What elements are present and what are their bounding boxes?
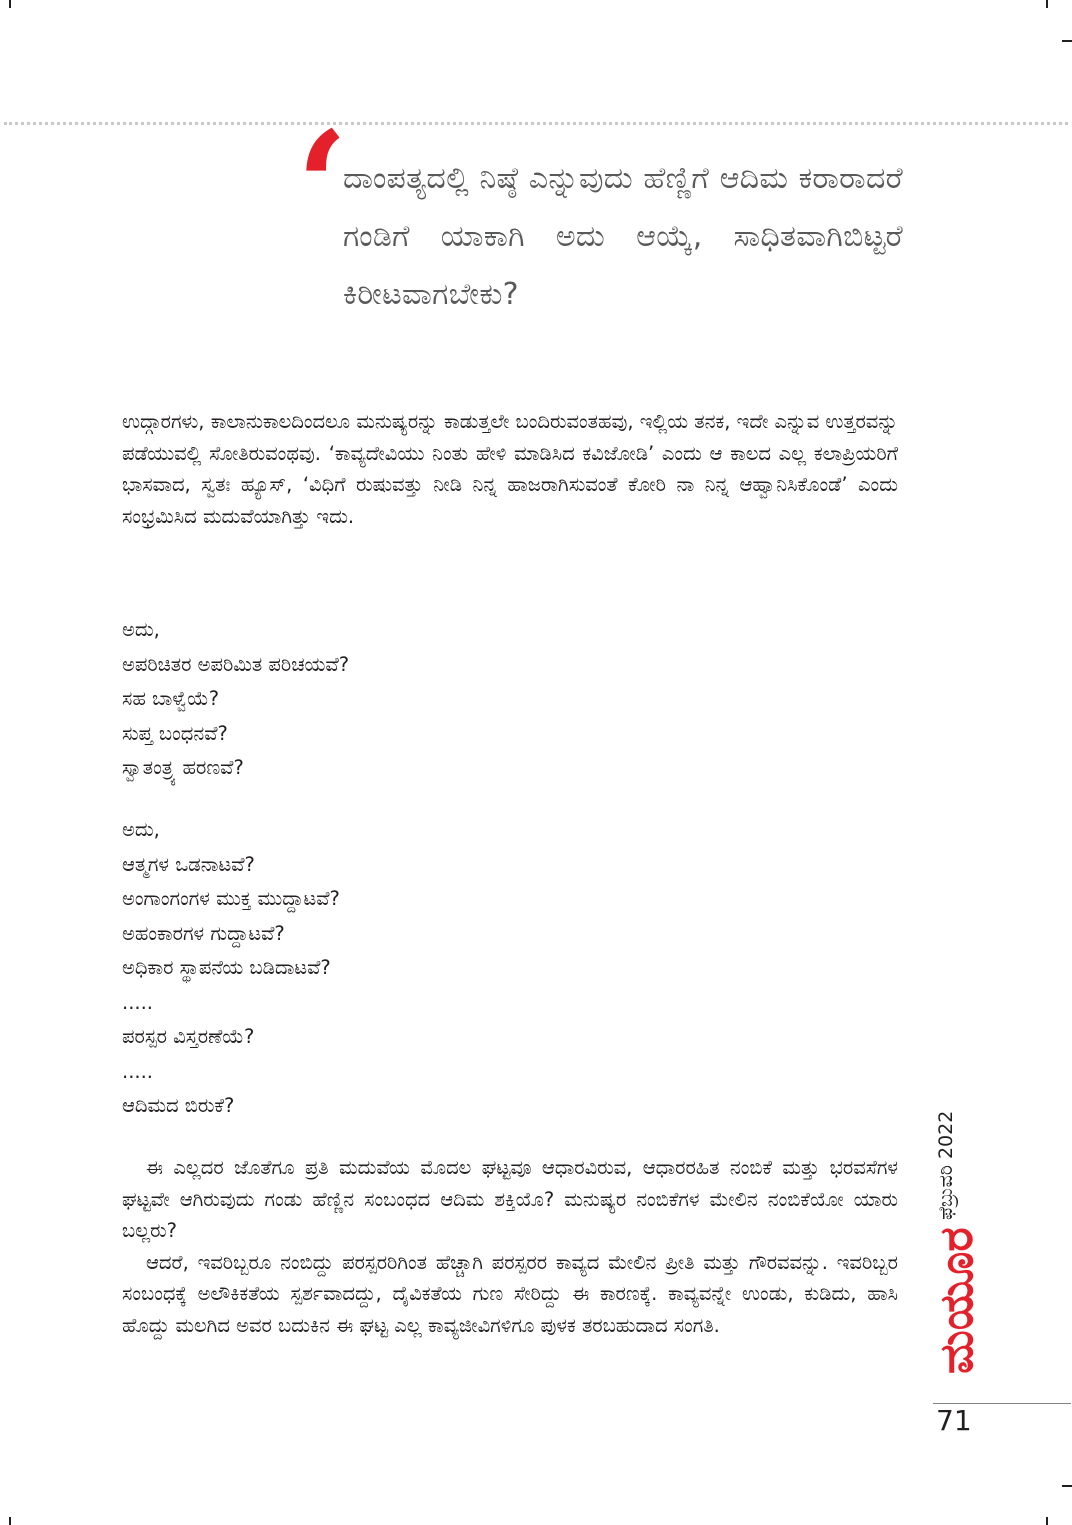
crop-mark-bottom-right	[1046, 1517, 1048, 1525]
verse-line: ಅದು,	[122, 618, 160, 641]
dotted-divider	[4, 122, 1068, 125]
verse-line: .....	[122, 990, 153, 1014]
crop-mark-top-right	[1046, 0, 1048, 8]
page-number: 71	[936, 1404, 972, 1437]
verse-line: ಅಧಿಕಾರ ಸ್ಥಾಪನೆಯ ಬಡಿದಾಟವೆ?	[122, 956, 331, 979]
verse-line: ಆದಿಮದ ಬಿರುಕೆ?	[122, 1094, 235, 1117]
quote-mark-icon: ‘	[296, 99, 349, 275]
paragraph: ಉದ್ಗಾರಗಳು, ಕಾಲಾನುಕಾಲದಿಂದಲೂ ಮನುಷ್ಯರನ್ನು ಕಾಡುತ್ತಲೇ ಬಂದಿರುವಂತಹವು, ಇಲ್ಲಿಯ ತನಕ, ಇದೇ ಎನ್ನುವ ಉತ್ತರವನ್ನು ಪಡೆಯುವಲ್ಲಿ ಸೋತಿರುವಂಥವು. ‘ಕಾವ್ಯದೇವಿಯು ನಿಂತು ಹೇಳಿ ಮಾಡಿಸಿದ ಕವಿಜೋಡಿ’ ಎಂದು ಆ ಕಾಲದ ಎಲ್ಲ ಕಲಾಪ್ರಿಯರಿಗೆ ಭಾಸವಾದ, ಸ್ವತಃ ಹ್ಯೂಸ್, ‘ವಿಧಿಗೆ ರುಷುವತ್ತು ನೀಡಿ ನಿನ್ನ ಹಾಜರಾಗಿಸುವಂತೆ ಕೋರಿ ನಾ ನಿನ್ನ ಆಹ್ವಾನಿಸಿಕೊಂಡೆ’ ಎಂದು ಸಂಭ್ರಮಿಸಿದ ಮದುವೆಯಾಗಿತ್ತು ಇದು.	[122, 410, 898, 528]
crop-mark-right-lower	[1062, 1485, 1072, 1487]
crop-mark-right-upper	[1062, 40, 1072, 42]
magazine-logo: ಮಯೂರ	[929, 1227, 983, 1374]
crop-mark-top-left	[9, 0, 11, 8]
verse-line: ಅಹಂಕಾರಗಳ ಗುದ್ದಾಟವೆ?	[122, 921, 285, 945]
verse-block-1	[122, 613, 898, 786]
verse-line: ಅಂಗಾಂಗಂಗಳ ಮುಕ್ತ ಮುದ್ದಾಟವೆ?	[122, 887, 340, 910]
paragraph: ಈ ಎಲ್ಲದರ ಜೊತೆಗೂ ಪ್ರತಿ ಮದುವೆಯ ಮೊದಲ ಘಟ್ಟವೂ ಆಧಾರವಿರುವ, ಆಧಾರರಹಿತ ನಂಬಿಕೆ ಮತ್ತು ಭರವಸೆಗಳ ಘಟ್ಟವೇ ಆಗಿರುವುದು ಗಂಡು ಹೆಣ್ಣಿನ ಸಂಬಂಧದ ಆದಿಮ ಶಕ್ತಿಯೊ? ಮನುಷ್ಯರ ನಂಬಿಕೆಗಳ ಮೇಲಿನ ನಂಬಿಕೆಯೋ ಯಾರು ಬಲ್ಲರು?	[122, 1156, 898, 1242]
issue-date: ಫೆಬ್ರುವರಿ 2022	[935, 1110, 957, 1220]
verse-line: ಸಹ ಬಾಳ್ವೆಯೆ?	[122, 687, 220, 710]
verse-line: ಆತ್ಮಗಳ ಒಡನಾಟವೆ?	[122, 852, 255, 876]
pull-quote: ದಾಂಪತ್ಯದಲ್ಲಿ ನಿಷ್ಠೆ ಎನ್ನುವುದು ಹೆಣ್ಣಿಗೆ ಆದಿಮ ಕರಾರಾದರೆ ಗಂಡಿಗೆ ಯಾಕಾಗಿ ಅದು ಆಯ್ಕೆ, ಸಾಧಿತವಾಗಿಬಿಟ್ಟರೆ ಕಿರೀಟವಾಗಬೇಕು?	[343, 161, 903, 312]
verse-line: ಸುಪ್ತ ಬಂಧನವೆ?	[122, 721, 228, 745]
verse-line: ಸ್ವಾತಂತ್ರ್ಯ ಹರಣವೆ?	[122, 756, 244, 779]
paragraph: ಆದರೆ, ಇವರಿಬ್ಬರೂ ನಂಬಿದ್ದು ಪರಸ್ಪರರಿಗಿಂತ ಹೆಚ್ಚಾಗಿ ಪರಸ್ಪರರ ಕಾವ್ಯದ ಮೇಲಿನ ಪ್ರೀತಿ ಮತ್ತು ಗೌರವವನ್ನು. ಇವರಿಬ್ಬರ ಸಂಬಂಧಕ್ಕೆ ಅಲೌಕಿಕತೆಯ ಸ್ಪರ್ಶವಾದದ್ದು, ದೈವಿಕತೆಯ ಗುಣ ಸೇರಿದ್ದು ಈ ಕಾರಣಕ್ಕೆ. ಕಾವ್ಯವನ್ನೇ ಉಂಡು, ಕುಡಿದು, ಹಾಸಿ ಹೊದ್ದು ಮಲಗಿದ ಅವರ ಬದುಕಿನ ಈ ಘಟ್ಟ ಎಲ್ಲ ಕಾವ್ಯಜೀವಿಗಳಿಗೂ ಪುಳಕ ತರಬಹುದಾದ ಸಂಗತಿ.	[122, 1250, 898, 1337]
verse-line: ಪರಸ್ಪರ ವಿಸ್ತರಣೆಯೆ?	[122, 1025, 255, 1048]
verse-line: ಅದು,	[122, 818, 160, 841]
verse-line: ಅಪರಿಚಿತರ ಅಪರಿಮಿತ ಪರಿಚಯವೆ?	[122, 652, 350, 676]
body-text-block-2	[122, 1152, 898, 1341]
verse-line: .....	[122, 1059, 153, 1083]
body-text-block-1	[122, 406, 898, 532]
crop-mark-bottom-left	[9, 1517, 11, 1525]
verse-block-2	[122, 813, 898, 1124]
